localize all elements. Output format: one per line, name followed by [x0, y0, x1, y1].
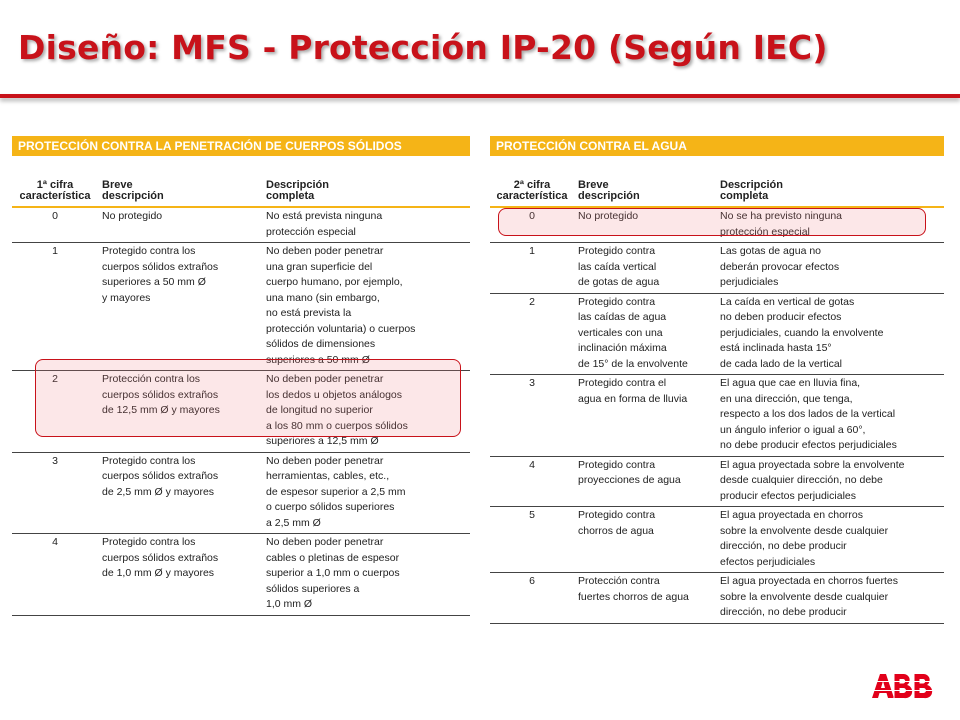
water-row-ip-0: [490, 208, 944, 243]
brief-description: Protegido contra los cuerpos sólidos extraños de 2,5 mm Ø y mayores: [102, 454, 219, 498]
brief-description: Protegido contra las caída vertical de gotas de agua: [578, 245, 660, 288]
solids-row-ip-3: [12, 453, 470, 535]
brief-description: Protegido contra las caídas de agua verticales con una inclinación máxima de 15° de la envolvente: [578, 295, 688, 370]
digit-value: 2: [52, 373, 58, 385]
water-row-ip-5: [490, 507, 944, 573]
brief-description: Protegido contra el agua en forma de lluvia: [578, 377, 688, 405]
solids-row-ip-1: [12, 243, 470, 371]
digit-value: 0: [52, 210, 58, 222]
water-row-ip-2: [490, 294, 944, 376]
water-row-ip-6: [490, 573, 944, 624]
brief-description: Protegido contra los cuerpos sólidos extraños de 1,0 mm Ø y mayores: [102, 536, 219, 579]
digit-value: 3: [529, 377, 535, 389]
digit-value: 5: [529, 509, 535, 521]
digit-value: 4: [529, 458, 535, 471]
full-description: No deben poder penetrar cables o pletinas de espesor superior a 1,0 mm o cuerpos sólidos superiores a 1,0 mm Ø: [266, 536, 400, 610]
title-divider: [0, 94, 960, 98]
water-rows: [490, 208, 944, 624]
solids-row-ip-4: [12, 534, 470, 616]
water-protection-table: [490, 136, 944, 624]
brief-description: No protegido: [578, 210, 639, 222]
full-description: El agua proyectada en chorros fuertes sobre la envolvente desde cualquier dirección, no debe producir: [720, 575, 899, 618]
full-description: El agua proyectada sobre la envolvente desde cualquier dirección, no debe producir efectos perjudiciales: [720, 458, 905, 502]
solids-col-full: Descripción completa: [266, 179, 329, 202]
water-table-header: PROTECCIÓN CONTRA EL AGUA: [490, 136, 944, 156]
digit-value: 1: [52, 245, 58, 257]
solids-col-brief: Breve descripción: [102, 179, 164, 202]
water-row-ip-3: [490, 375, 944, 457]
brief-description: No protegido: [102, 210, 163, 222]
brief-description: Protegido contra los cuerpos sólidos extraños superiores a 50 mm Ø y mayores: [102, 245, 219, 304]
water-column-headers: [490, 178, 944, 208]
brief-description: Protegido contra proyecciones de agua: [578, 458, 681, 486]
abb-logo: [870, 672, 938, 700]
solids-row-ip-2: [12, 371, 470, 453]
slide-title: Diseño: MFS - Protección IP-20 (Según IEC): [18, 28, 828, 67]
full-description: El agua que cae en lluvia fina, en una dirección, que tenga, respecto a los dos lados de la vertical un ángulo inferior o igual a 60°, no debe producir efectos perjudiciales: [720, 377, 897, 451]
brief-description: Protección contra los cuerpos sólidos extraños de 12,5 mm Ø y mayores: [102, 373, 220, 416]
solids-rows: [12, 208, 470, 616]
full-description: No deben poder penetrar los dedos u objetos análogos de longitud no superior a los 80 mm o cuerpos sólidos superiores a 12,5 mm Ø: [266, 373, 408, 447]
full-description: No deben poder penetrar herramientas, cables, etc., de espesor superior a 2,5 mm o cuerpo sólidos superiores a 2,5 mm Ø: [266, 454, 406, 529]
digit-value: 2: [529, 295, 535, 308]
digit-value: 4: [52, 536, 58, 548]
brief-description: Protegido contra chorros de agua: [578, 509, 656, 537]
digit-value: 6: [529, 575, 535, 587]
solids-column-headers: [12, 178, 470, 208]
solids-protection-table: [12, 136, 470, 616]
digit-value: 3: [52, 454, 58, 467]
full-description: Las gotas de agua no deberán provocar efectos perjudiciales: [720, 245, 840, 288]
digit-value: 0: [529, 210, 535, 222]
solids-row-ip-0: [12, 208, 470, 243]
full-description: El agua proyectada en chorros sobre la envolvente desde cualquier dirección, no debe producir efectos perjudiciales: [720, 509, 889, 568]
water-row-ip-1: [490, 243, 944, 294]
water-row-ip-4: [490, 457, 944, 508]
water-col-second-digit: 2ª cifra característica: [496, 179, 568, 202]
brief-description: Protección contra fuertes chorros de agua: [578, 575, 689, 603]
full-description: No se ha previsto ninguna protección especial: [720, 210, 842, 238]
digit-value: 1: [529, 245, 535, 257]
full-description: No está prevista ninguna protección especial: [266, 210, 383, 238]
full-description: La caída en vertical de gotas no deben producir efectos perjudiciales, cuando la envolvente está inclinada hasta 15° de cada lado de la vertical: [720, 295, 884, 370]
water-col-brief: Breve descripción: [578, 179, 640, 202]
solids-col-first-digit: 1ª cifra característica: [19, 179, 91, 202]
water-col-full: Descripción completa: [720, 179, 783, 202]
full-description: No deben poder penetrar una gran superficie del cuerpo humano, por ejemplo, una mano (sin embargo, no está prevista la protección voluntaria) o cuerpos sólidos de dimensiones superiores a 50 mm Ø: [266, 245, 416, 366]
solids-table-header: PROTECCIÓN CONTRA LA PENETRACIÓN DE CUERPOS SÓLIDOS: [12, 136, 470, 156]
